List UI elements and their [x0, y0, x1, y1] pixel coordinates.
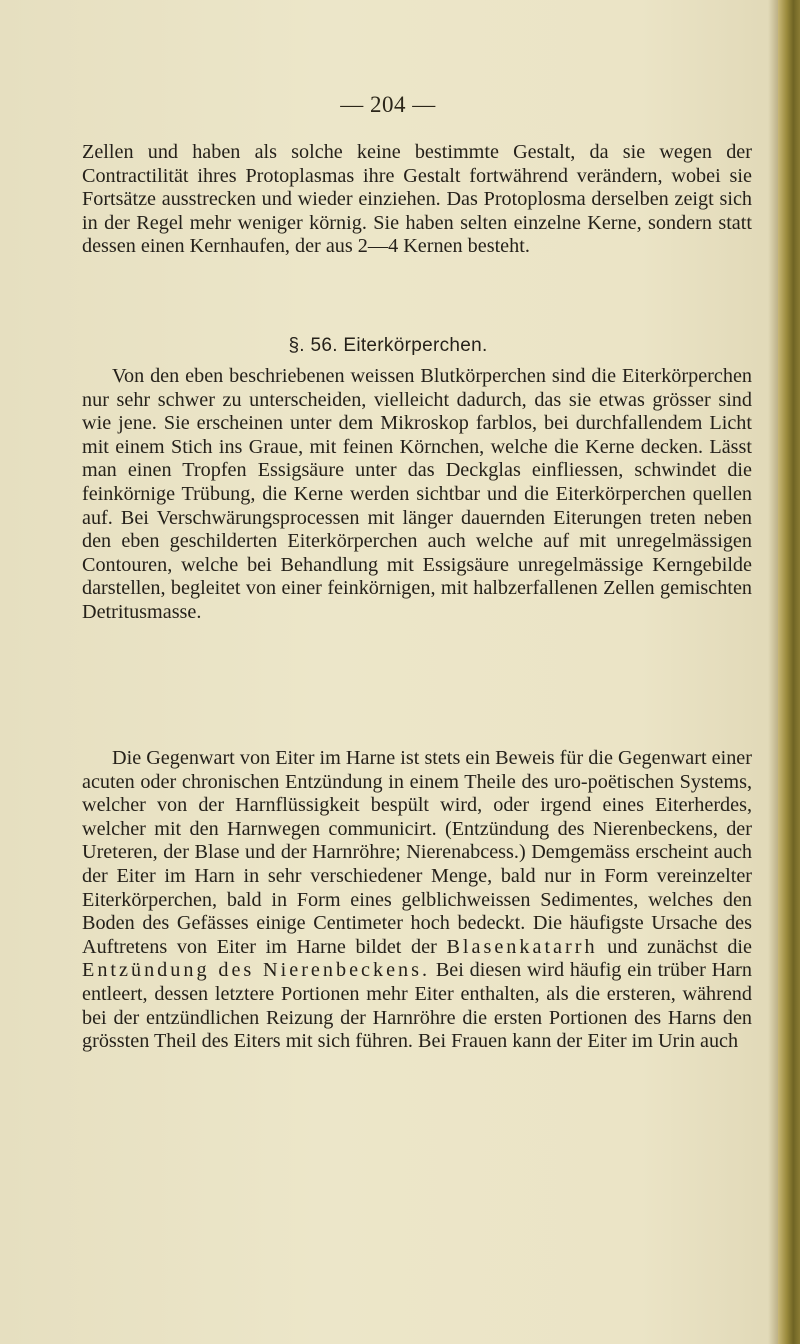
paragraph-3	[82, 747, 752, 1054]
paragraph-3-text-c: Bei diesen wird häufig ein trüber Harn entleert, dessen letztere Portionen mehr Eiter enthalten, als die ersteren, während bei der entzündlichen Reizung der Harnröhre die ersten Portionen des Harns den grössten Theil des Eiters mit sich führen. Bei Frauen kann der Eiter im Urin auch	[82, 959, 752, 1053]
page-number: — 204 —	[340, 92, 436, 117]
page-edge	[778, 0, 800, 1344]
paragraph-1: Zellen und haben als solche keine bestimmte Gestalt, da sie wegen der Contractilität ihres Protoplasmas ihre Gestalt fortwährend verändern, wobei sie Fortsätze ausstrecken und wieder einziehen. Das Protoplosma derselben zeigt sich in der Regel mehr weniger körnig. Sie haben selten einzelne Kerne, sondern statt dessen einen Kernhaufen, der aus 2—4 Kernen besteht.	[82, 141, 752, 258]
emphasis-blasenkatarrh: Blasenkatarrh	[446, 935, 598, 958]
section-heading: §. 56. Eiterkörperchen.	[288, 335, 488, 356]
paragraph-2: Von den eben beschriebenen weissen Blutkörperchen sind die Eiterkörperchen nur sehr schwer zu unterscheiden, vielleicht dadurch, das sie etwas grösser sind wie jene. Sie erscheinen unter dem Mikroskop farblos, bei durchfallendem Licht mit einem Stich ins Graue, mit feinen Körnchen, welche die Kerne decken. Lässt man einen Tropfen Essigsäure unter das Deckglas einfliessen, schwindet die feinkörnige Trübung, die Kerne werden sichtbar und die Eiterkörperchen quellen auf. Bei Verschwärungsprocessen mit länger dauernden Eiterungen treten neben den eben geschilderten Eiterkörperchen auch welche auf mit unregelmässigen Contouren, welche bei Behandlung mit Essigsäure unregelmässige Kerngebilde darstellen, begleitet von einer feinkörnigen, mit halbzerfallenen Zellen gemischten Detritusmasse.	[82, 365, 752, 623]
emphasis-entzuendung: Entzündung des Nierenbeckens.	[82, 959, 431, 982]
paragraph-3-text-a: Die Gegenwart von Eiter im Harne ist stets ein Beweis für die Gegenwart einer acuten oder chronischen Entzündung in einem Theile des uro-poëtischen Systems, welcher von der Harnflüssigkeit bespült wird, oder irgend eines Eiterherdes, welcher mit den Harnwegen communicirt. (Entzündung des Nierenbeckens, der Ureteren, der Blase und der Harnröhre; Nierenabcess.) Demgemäss erscheint auch der Eiter im Harn in sehr verschiedener Menge, bald nur in Form vereinzelter Eiterkörperchen, bald in Form eines gelblichweissen Sedimentes, welches den Boden des Gefässes einige Centimeter hoch bedeckt. Die häufigste Ursache des Auftretens von Eiter im Harne bildet der	[82, 747, 752, 958]
paragraph-3-text-b: und zunächst die	[607, 935, 752, 958]
